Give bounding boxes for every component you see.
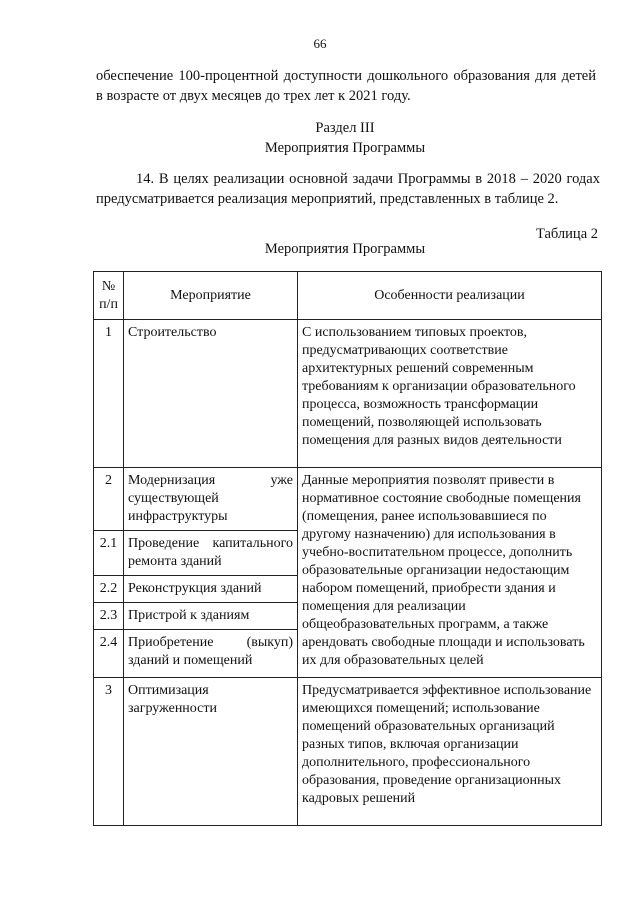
row-num: 3 xyxy=(94,678,124,826)
table-header-row xyxy=(94,272,602,320)
page-number: 66 xyxy=(313,36,327,51)
row-event: Строительство xyxy=(124,320,298,468)
body-paragraph: 14. В целях реализации основной задачи Программы в 2018 – 2020 годах предусматривается реализация мероприятий, представленных в таблице 2. xyxy=(96,171,600,207)
row-features: Данные мероприятия позволят привести в нормативное состояние свободные помещения (помещения, ранее использовавшиеся по другому назначению) для использования в учебно-воспитательном процессе, дополнить образовательные организации недостающим набором помещений, приобрести здания и помещения для реализации общеобразовательных программ, а также арендовать свободные площади и использовать их для образовательных целей xyxy=(298,468,602,678)
table-caption: Таблица 2 xyxy=(535,226,598,242)
table-row xyxy=(94,320,602,468)
row-features: Предусматривается эффективное использование имеющихся помещений; использование помещений образовательных организаций разных типов, включая организации дополнительного, профессионального образования, проведение организационных кадровых решений xyxy=(298,678,602,826)
intro-paragraph: обеспечение 100-процентной доступности дошкольного образования для детей в возрасте от двух месяцев до трех лет к 2021 году. xyxy=(96,68,596,104)
section-title: Мероприятия Программы xyxy=(264,140,426,156)
row-event: Пристрой к зданиям xyxy=(124,603,298,630)
row-event: Модернизация уже существующей инфраструктуры xyxy=(124,468,298,531)
row-features: С использованием типовых проектов, предусматривающих соответствие архитектурных решений современным требованиям к организации образовательного процесса, возможность трансформации помещений, позволяющей использовать помещения для разных видов деятельности xyxy=(298,320,602,468)
row-event: Реконструкция зданий xyxy=(124,576,298,603)
row-event: Оптимизация загруженности xyxy=(124,678,298,826)
table-row xyxy=(94,678,602,826)
row-num: 2 xyxy=(94,468,124,531)
row-event: Приобретение (выкуп) зданий и помещений xyxy=(124,630,298,678)
section-heading xyxy=(0,118,640,158)
header-event: Мероприятие xyxy=(124,272,298,320)
section-label: Раздел III xyxy=(315,120,375,136)
events-table xyxy=(93,271,602,826)
table-title: Мероприятия Программы xyxy=(264,241,426,257)
row-num: 2.1 xyxy=(94,531,124,576)
row-num: 1 xyxy=(94,320,124,468)
row-num: 2.2 xyxy=(94,576,124,603)
row-num: 2.3 xyxy=(94,603,124,630)
table-row xyxy=(94,468,602,531)
row-num: 2.4 xyxy=(94,630,124,678)
row-event: Проведение капитального ремонта зданий xyxy=(124,531,298,576)
header-num: № п/п xyxy=(94,272,124,320)
header-features: Особенности реализации xyxy=(298,272,602,320)
